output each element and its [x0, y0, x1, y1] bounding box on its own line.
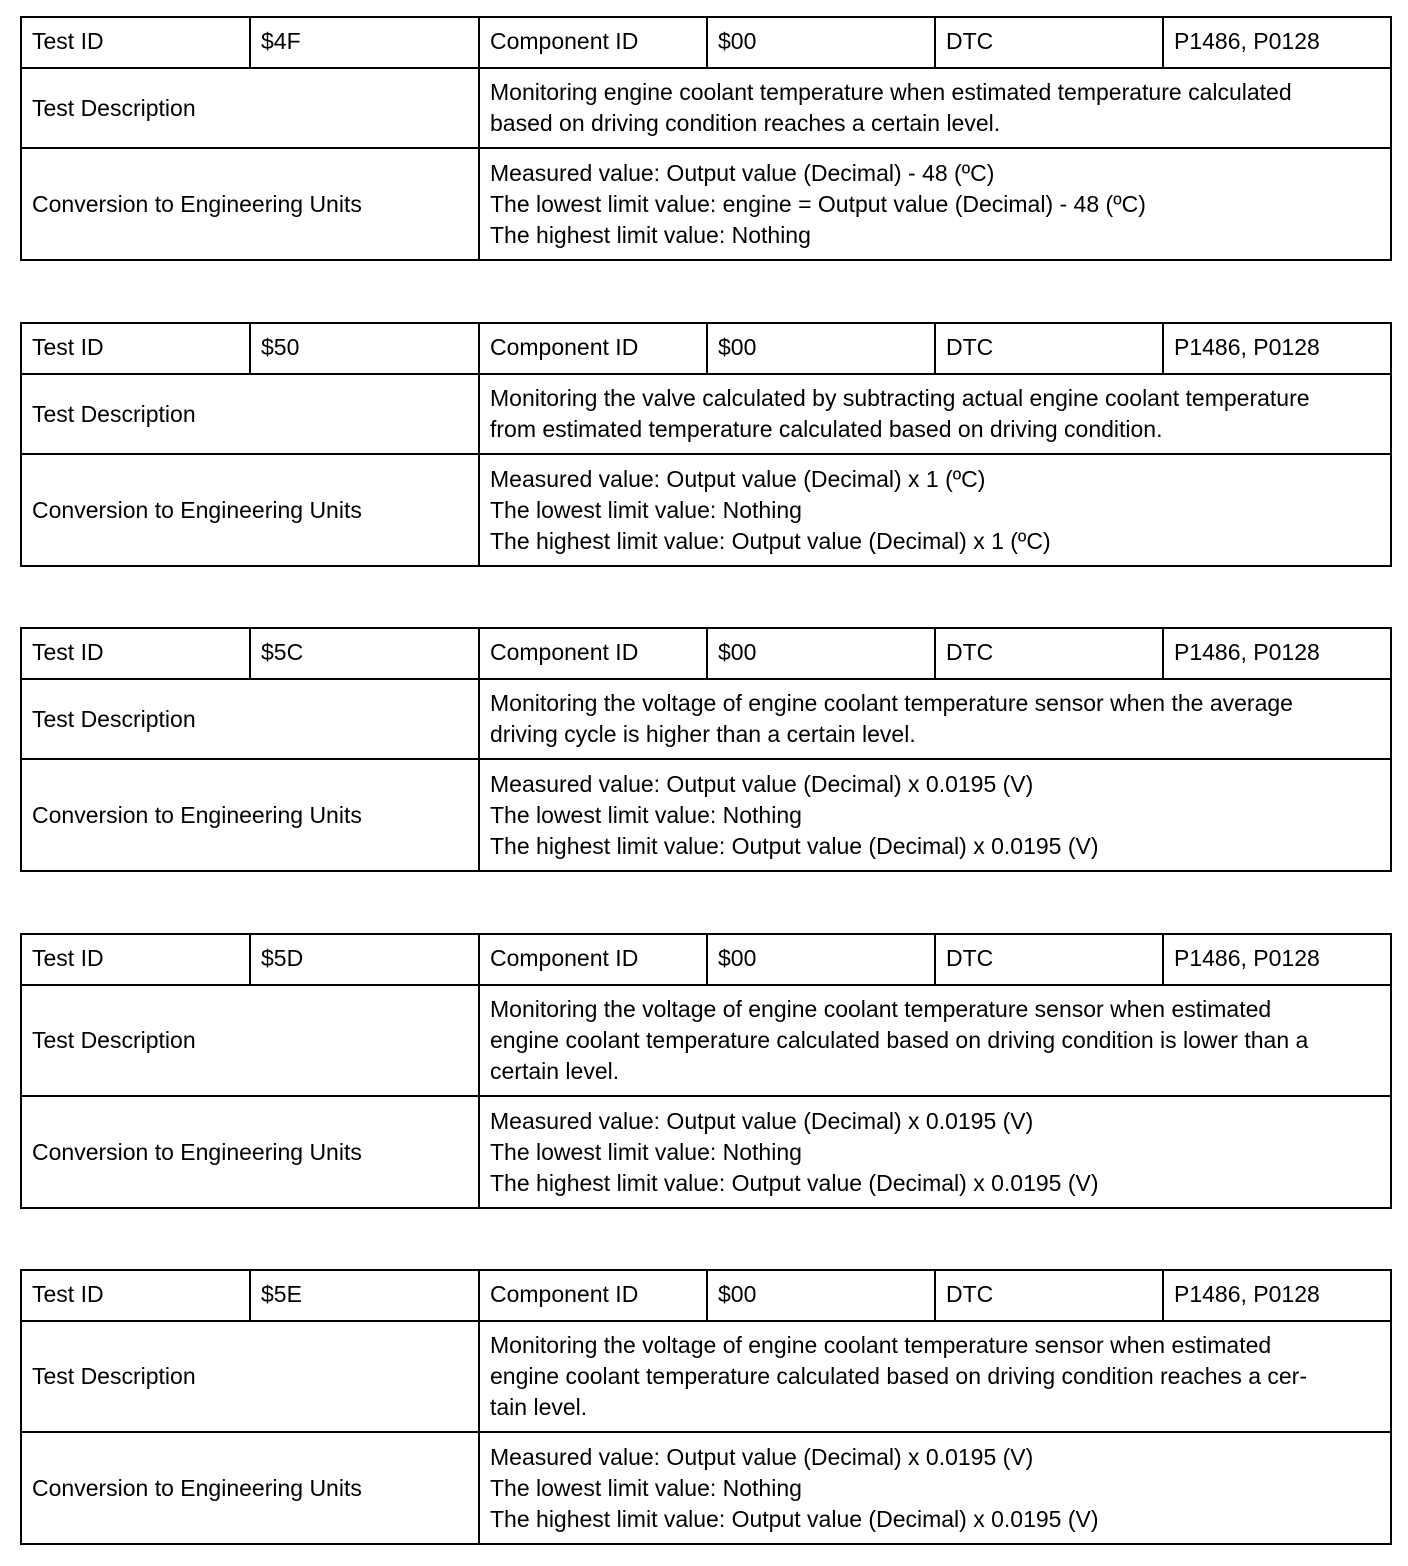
conversion-value — [479, 759, 1391, 871]
test-table-5e — [20, 1269, 1392, 1545]
test-table-5d — [20, 933, 1392, 1209]
test-description-value — [479, 985, 1391, 1096]
test-description-row — [21, 68, 1391, 148]
description-line: engine coolant temperature calculated based on driving condition reaches a cer- — [490, 1363, 1308, 1389]
test-description-value — [479, 679, 1391, 759]
conversion-value — [479, 148, 1391, 260]
description-line: engine coolant temperature calculated based on driving condition is lower than a — [490, 1027, 1309, 1053]
test-table-5c — [20, 627, 1392, 872]
test-description-row — [21, 1321, 1391, 1432]
test-table-50 — [20, 322, 1392, 567]
dtc-value: P1486, P0128 — [1163, 1270, 1391, 1321]
conversion-line: The lowest limit value: engine = Output value (Decimal) - 48 (ºC) — [490, 190, 1146, 217]
conversion-line: The highest limit value: Output value (Decimal) x 0.0195 (V) — [490, 832, 1099, 859]
conversion-line: The highest limit value: Output value (Decimal) x 0.0195 (V) — [490, 1169, 1099, 1196]
test-description-label: Test Description — [21, 1321, 479, 1432]
dtc-label: DTC — [935, 323, 1163, 374]
dtc-value: P1486, P0128 — [1163, 17, 1391, 68]
test-description-value — [479, 1321, 1391, 1432]
conversion-line: The lowest limit value: Nothing — [490, 801, 802, 828]
test-id-value: $4F — [250, 17, 479, 68]
test-id-value: $50 — [250, 323, 479, 374]
test-header-row — [21, 323, 1391, 374]
component-id-label: Component ID — [479, 1270, 707, 1321]
component-id-value: $00 — [707, 17, 935, 68]
test-id-label: Test ID — [21, 934, 250, 985]
test-header-row — [21, 17, 1391, 68]
dtc-value: P1486, P0128 — [1163, 934, 1391, 985]
test-header-row — [21, 934, 1391, 985]
description-line: tain level. — [490, 1394, 588, 1420]
component-id-label: Component ID — [479, 628, 707, 679]
description-line: Monitoring the voltage of engine coolant temperature sensor when the average — [490, 690, 1293, 716]
conversion-row — [21, 1096, 1391, 1208]
dtc-label: DTC — [935, 1270, 1163, 1321]
conversion-row — [21, 454, 1391, 566]
component-id-value: $00 — [707, 1270, 935, 1321]
test-description-row — [21, 374, 1391, 454]
conversion-line: Measured value: Output value (Decimal) - 48 (ºC) — [490, 159, 995, 186]
conversion-line: The highest limit value: Nothing — [490, 221, 811, 248]
conversion-label: Conversion to Engineering Units — [21, 1096, 479, 1208]
description-line: certain level. — [490, 1058, 620, 1084]
test-description-label: Test Description — [21, 68, 479, 148]
conversion-line: The highest limit value: Output value (Decimal) x 0.0195 (V) — [490, 1505, 1099, 1532]
conversion-label: Conversion to Engineering Units — [21, 759, 479, 871]
description-line: Monitoring engine coolant temperature when estimated temperature calculated — [490, 79, 1292, 105]
component-id-value: $00 — [707, 323, 935, 374]
component-id-value: $00 — [707, 934, 935, 985]
conversion-row — [21, 759, 1391, 871]
conversion-line: The lowest limit value: Nothing — [490, 496, 802, 523]
conversion-label: Conversion to Engineering Units — [21, 148, 479, 260]
test-description-label: Test Description — [21, 985, 479, 1096]
test-id-label: Test ID — [21, 1270, 250, 1321]
dtc-label: DTC — [935, 628, 1163, 679]
component-id-label: Component ID — [479, 323, 707, 374]
description-line: Monitoring the valve calculated by subtracting actual engine coolant temperature — [490, 385, 1310, 411]
conversion-line: Measured value: Output value (Decimal) x 0.0195 (V) — [490, 1107, 1034, 1134]
conversion-value — [479, 1096, 1391, 1208]
conversion-line: The highest limit value: Output value (Decimal) x 1 (ºC) — [490, 527, 1051, 554]
test-header-row — [21, 1270, 1391, 1321]
component-id-label: Component ID — [479, 17, 707, 68]
conversion-line: Measured value: Output value (Decimal) x 0.0195 (V) — [490, 770, 1034, 797]
description-line: Monitoring the voltage of engine coolant temperature sensor when estimated — [490, 1332, 1272, 1358]
description-line: based on driving condition reaches a certain level. — [490, 110, 1001, 136]
dtc-value: P1486, P0128 — [1163, 628, 1391, 679]
conversion-line: The lowest limit value: Nothing — [490, 1138, 802, 1165]
conversion-line: The lowest limit value: Nothing — [490, 1474, 802, 1501]
test-id-label: Test ID — [21, 17, 250, 68]
dtc-label: DTC — [935, 934, 1163, 985]
test-id-value: $5D — [250, 934, 479, 985]
conversion-row — [21, 1432, 1391, 1544]
test-description-row — [21, 679, 1391, 759]
conversion-line: Measured value: Output value (Decimal) x 1 (ºC) — [490, 465, 986, 492]
conversion-value — [479, 454, 1391, 566]
conversion-label: Conversion to Engineering Units — [21, 1432, 479, 1544]
description-line: driving cycle is higher than a certain level. — [490, 721, 916, 747]
test-id-label: Test ID — [21, 628, 250, 679]
test-table-4f — [20, 16, 1392, 261]
conversion-label: Conversion to Engineering Units — [21, 454, 479, 566]
test-description-label: Test Description — [21, 374, 479, 454]
test-description-label: Test Description — [21, 679, 479, 759]
description-line: from estimated temperature calculated based on driving condition. — [490, 416, 1163, 442]
component-id-value: $00 — [707, 628, 935, 679]
dtc-label: DTC — [935, 17, 1163, 68]
test-description-value — [479, 374, 1391, 454]
dtc-value: P1486, P0128 — [1163, 323, 1391, 374]
description-line: Monitoring the voltage of engine coolant temperature sensor when estimated — [490, 996, 1272, 1022]
component-id-label: Component ID — [479, 934, 707, 985]
test-description-row — [21, 985, 1391, 1096]
test-id-value: $5E — [250, 1270, 479, 1321]
test-description-value — [479, 68, 1391, 148]
test-id-label: Test ID — [21, 323, 250, 374]
test-header-row — [21, 628, 1391, 679]
conversion-value — [479, 1432, 1391, 1544]
test-id-value: $5C — [250, 628, 479, 679]
conversion-row — [21, 148, 1391, 260]
conversion-line: Measured value: Output value (Decimal) x 0.0195 (V) — [490, 1443, 1034, 1470]
